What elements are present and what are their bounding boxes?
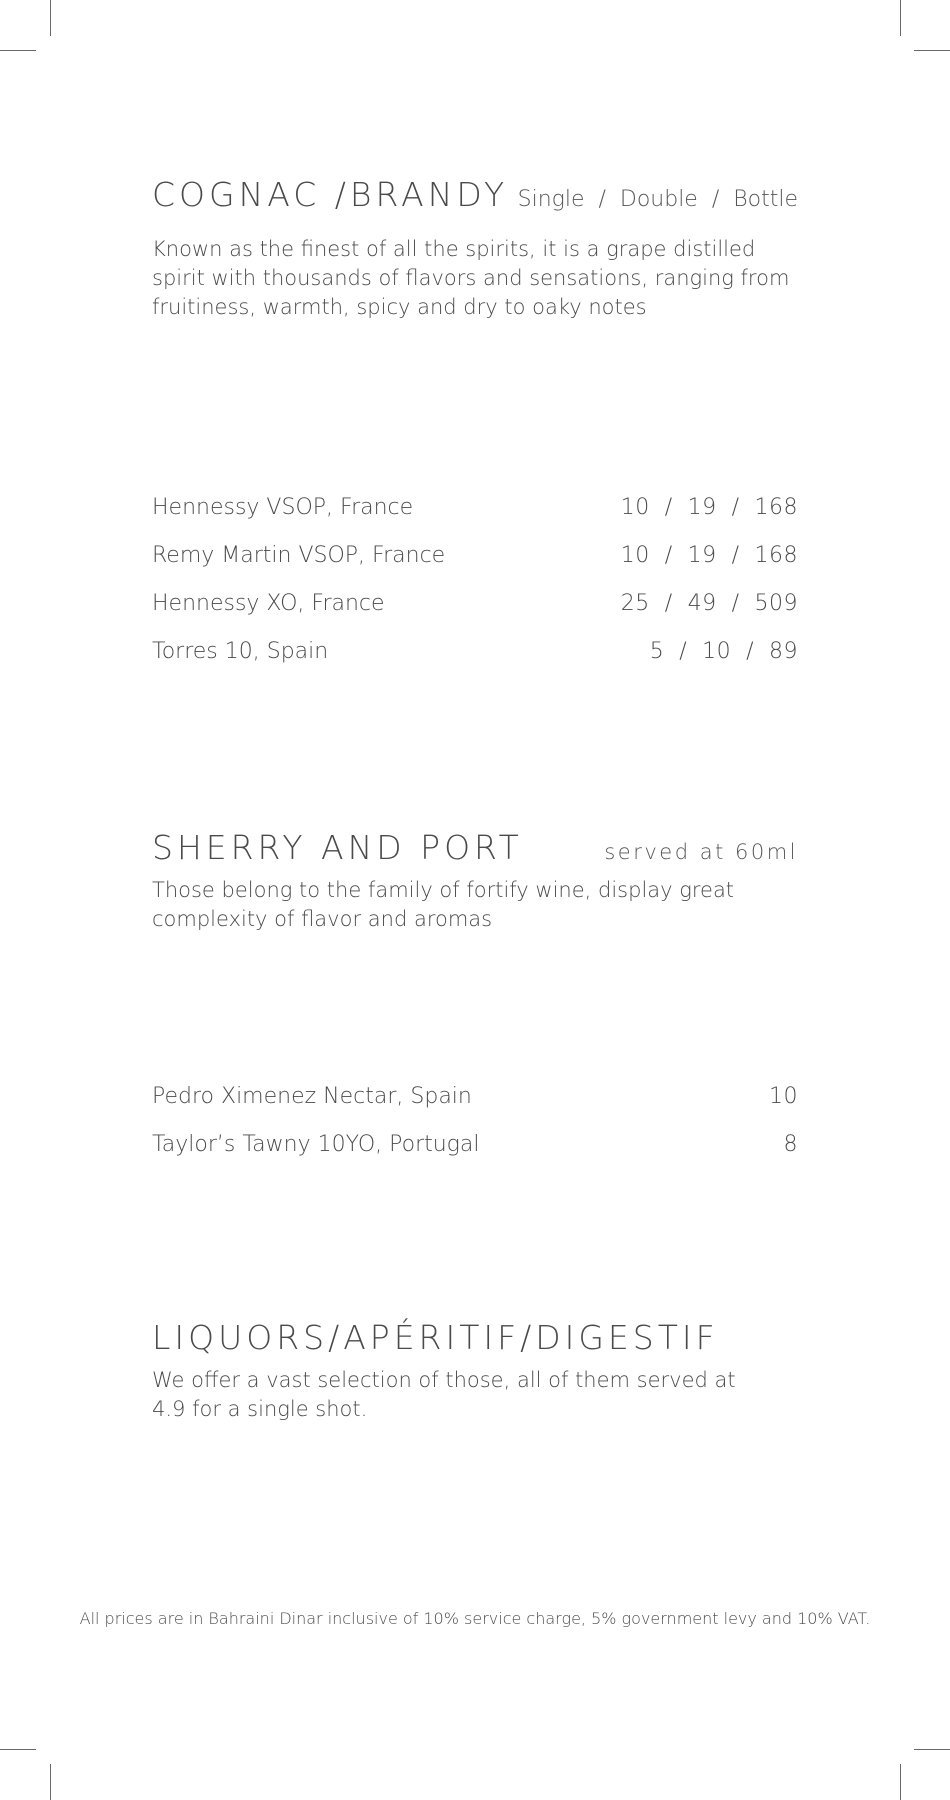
liquors-description: We offer a vast selection of those, all of them served at 4.9 for a single shot. [152,1368,736,1421]
crop-mark-top-right-vertical [900,0,901,36]
menu-item [152,495,798,525]
menu-item [152,1084,798,1114]
sherry-description: Those belong to the family of fortify wine, display great complexity of flavor and aromas [152,878,735,931]
item-price: 10 / 19 / 168 [620,495,798,520]
menu-item [152,543,798,573]
crop-mark-top-right-horizontal [914,50,950,51]
crop-mark-bottom-left-horizontal [0,1749,36,1750]
item-price: 10 / 19 / 168 [620,543,798,568]
liquors-title: LIQUORS/APÉRITIF/DIGESTIF [152,1318,719,1357]
cognac-title: COGNAC /BRANDY [152,175,509,214]
item-name: Taylor’s Tawny 10YO, Portugal [152,1132,480,1157]
cognac-serving-sizes: Single / Double / Bottle [517,187,798,212]
menu-item [152,639,798,669]
item-price: 5 / 10 / 89 [649,639,798,664]
crop-mark-bottom-left-vertical [50,1764,51,1800]
menu-item [152,591,798,621]
item-price: 10 [769,1084,798,1109]
crop-mark-bottom-right-vertical [900,1764,901,1800]
sherry-section [152,828,798,1168]
item-name: Hennessy VSOP, France [152,495,414,520]
cognac-section [152,175,798,695]
crop-mark-top-left-vertical [50,0,51,36]
liquors-section [152,1318,798,1428]
item-name: Remy Martin VSOP, France [152,543,446,568]
menu-item [152,1132,798,1162]
cognac-description: Known as the finest of all the spirits, it is a grape distilled spirit with thousands of flavors and sensations, ranging from fruitiness, warmth, spicy and dry to oaky notes [152,237,790,319]
item-name: Torres 10, Spain [152,639,329,664]
sherry-title: SHERRY AND PORT [152,828,523,867]
crop-mark-bottom-right-horizontal [914,1749,950,1750]
item-name: Hennessy XO, France [152,591,385,616]
item-price: 25 / 49 / 509 [620,591,798,616]
crop-mark-top-left-horizontal [0,50,36,51]
price-disclaimer: All prices are in Bahraini Dinar inclusive of 10% service charge, 5% government levy and 10% VAT. [79,1609,871,1628]
sherry-serving-size: served at 60ml [604,840,798,864]
item-price: 8 [783,1132,798,1157]
item-name: Pedro Ximenez Nectar, Spain [152,1084,472,1109]
